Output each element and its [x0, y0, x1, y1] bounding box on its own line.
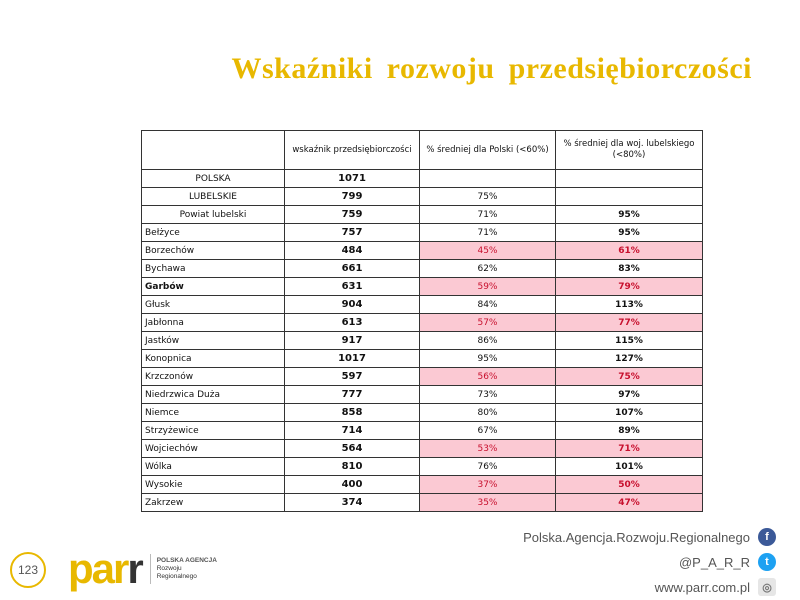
facebook-link[interactable] — [523, 528, 776, 546]
row-pct-lubelskie: 83% — [556, 260, 703, 278]
row-name: Garbów — [142, 278, 285, 296]
logo-line: POLSKA AGENCJA — [156, 557, 217, 564]
row-pct-lubelskie — [556, 170, 703, 188]
row-name: Głusk — [142, 296, 285, 314]
logo-mark-main: par — [68, 545, 128, 592]
website-link[interactable] — [655, 578, 776, 596]
row-indicator: 1071 — [285, 170, 420, 188]
row-indicator: 757 — [285, 224, 420, 242]
row-pct-poland: 84% — [420, 296, 556, 314]
row-indicator: 631 — [285, 278, 420, 296]
row-name: Powiat lubelski — [142, 206, 285, 224]
header-indicator: wskaźnik przedsiębiorczości — [285, 131, 420, 170]
website-label: www.parr.com.pl — [654, 579, 750, 595]
table-row — [142, 170, 703, 188]
row-pct-lubelskie — [556, 188, 703, 206]
web-icon: ◎ — [758, 578, 776, 596]
row-indicator: 1017 — [285, 350, 420, 368]
logo-line: Rozwoju — [156, 565, 182, 572]
row-pct-poland: 62% — [420, 260, 556, 278]
header-empty — [142, 131, 285, 170]
row-indicator: 917 — [285, 332, 420, 350]
row-name: Niemce — [142, 404, 285, 422]
table-row — [142, 260, 703, 278]
facebook-label: Polska.Agencja.Rozwoju.Regionalnego — [523, 529, 750, 545]
row-name: Jastków — [142, 332, 285, 350]
table-row — [142, 440, 703, 458]
row-pct-poland: 35% — [420, 494, 556, 512]
page-number: 123 — [10, 552, 46, 588]
row-pct-poland: 71% — [420, 206, 556, 224]
row-name: Wólka — [142, 458, 285, 476]
row-pct-lubelskie: 89% — [556, 422, 703, 440]
row-pct-lubelskie: 75% — [556, 368, 703, 386]
row-pct-poland: 59% — [420, 278, 556, 296]
row-name: Krzczonów — [142, 368, 285, 386]
header-pct-lubelskie: % średniej dla woj. lubelskiego (<80%) — [556, 131, 703, 170]
row-pct-poland: 45% — [420, 242, 556, 260]
row-pct-poland: 95% — [420, 350, 556, 368]
data-table — [141, 130, 703, 512]
row-pct-lubelskie: 71% — [556, 440, 703, 458]
twitter-icon: t — [758, 553, 776, 571]
row-indicator: 400 — [285, 476, 420, 494]
table-row — [142, 206, 703, 224]
row-pct-poland: 75% — [420, 188, 556, 206]
row-name: Borzechów — [142, 242, 285, 260]
table-row — [142, 278, 703, 296]
row-pct-lubelskie: 101% — [556, 458, 703, 476]
table-row — [142, 422, 703, 440]
logo-line: Regionalnego — [156, 573, 197, 580]
row-pct-lubelskie: 50% — [556, 476, 703, 494]
row-name: Konopnica — [142, 350, 285, 368]
row-pct-lubelskie: 61% — [556, 242, 703, 260]
row-pct-poland: 57% — [420, 314, 556, 332]
row-indicator: 484 — [285, 242, 420, 260]
row-name: LUBELSKIE — [142, 188, 285, 206]
row-pct-poland: 76% — [420, 458, 556, 476]
row-pct-lubelskie: 79% — [556, 278, 703, 296]
twitter-label: @P_A_R_R — [678, 554, 750, 570]
table-row — [142, 332, 703, 350]
row-name: Jabłonna — [142, 314, 285, 332]
row-pct-lubelskie: 97% — [556, 386, 703, 404]
row-pct-poland: 86% — [420, 332, 556, 350]
row-indicator: 810 — [285, 458, 420, 476]
row-name: Zakrzew — [142, 494, 285, 512]
page-title: Wskaźniki rozwoju przedsiębiorczości — [231, 52, 752, 85]
row-pct-lubelskie: 95% — [556, 206, 703, 224]
table-row — [142, 188, 703, 206]
row-indicator: 597 — [285, 368, 420, 386]
row-pct-poland: 67% — [420, 422, 556, 440]
row-indicator: 714 — [285, 422, 420, 440]
table-row — [142, 458, 703, 476]
row-pct-poland: 56% — [420, 368, 556, 386]
row-pct-lubelskie: 47% — [556, 494, 703, 512]
row-indicator: 374 — [285, 494, 420, 512]
row-indicator: 564 — [285, 440, 420, 458]
row-pct-lubelskie: 107% — [556, 404, 703, 422]
table-row — [142, 314, 703, 332]
table-row — [142, 386, 703, 404]
logo-mark — [68, 545, 142, 592]
table-row — [142, 404, 703, 422]
table-row — [142, 494, 703, 512]
row-pct-poland: 53% — [420, 440, 556, 458]
row-indicator: 613 — [285, 314, 420, 332]
logo-mark-end: r — [127, 545, 142, 592]
row-indicator: 661 — [285, 260, 420, 278]
row-pct-lubelskie: 77% — [556, 314, 703, 332]
row-name: Bychawa — [142, 260, 285, 278]
logo-divider — [150, 554, 151, 584]
facebook-icon: f — [758, 528, 776, 546]
twitter-link[interactable] — [679, 553, 776, 571]
row-name: Bełżyce — [142, 224, 285, 242]
row-pct-lubelskie: 113% — [556, 296, 703, 314]
row-pct-poland: 80% — [420, 404, 556, 422]
parr-logo — [68, 545, 217, 592]
row-pct-poland: 37% — [420, 476, 556, 494]
table-row — [142, 296, 703, 314]
row-indicator: 858 — [285, 404, 420, 422]
row-pct-poland: 73% — [420, 386, 556, 404]
table-header-row — [142, 131, 703, 170]
table-row — [142, 242, 703, 260]
row-indicator: 904 — [285, 296, 420, 314]
row-indicator: 777 — [285, 386, 420, 404]
row-name: POLSKA — [142, 170, 285, 188]
row-indicator: 759 — [285, 206, 420, 224]
header-pct-poland: % średniej dla Polski (<60%) — [420, 131, 556, 170]
table-row — [142, 476, 703, 494]
row-name: Wysokie — [142, 476, 285, 494]
row-pct-poland: 71% — [420, 224, 556, 242]
table-row — [142, 350, 703, 368]
table-row — [142, 368, 703, 386]
row-indicator: 799 — [285, 188, 420, 206]
logo-text — [157, 557, 217, 581]
row-name: Niedrzwica Duża — [142, 386, 285, 404]
table-row — [142, 224, 703, 242]
row-pct-lubelskie: 95% — [556, 224, 703, 242]
row-pct-lubelskie: 127% — [556, 350, 703, 368]
row-pct-poland — [420, 170, 556, 188]
row-name: Strzyżewice — [142, 422, 285, 440]
row-pct-lubelskie: 115% — [556, 332, 703, 350]
row-name: Wojciechów — [142, 440, 285, 458]
